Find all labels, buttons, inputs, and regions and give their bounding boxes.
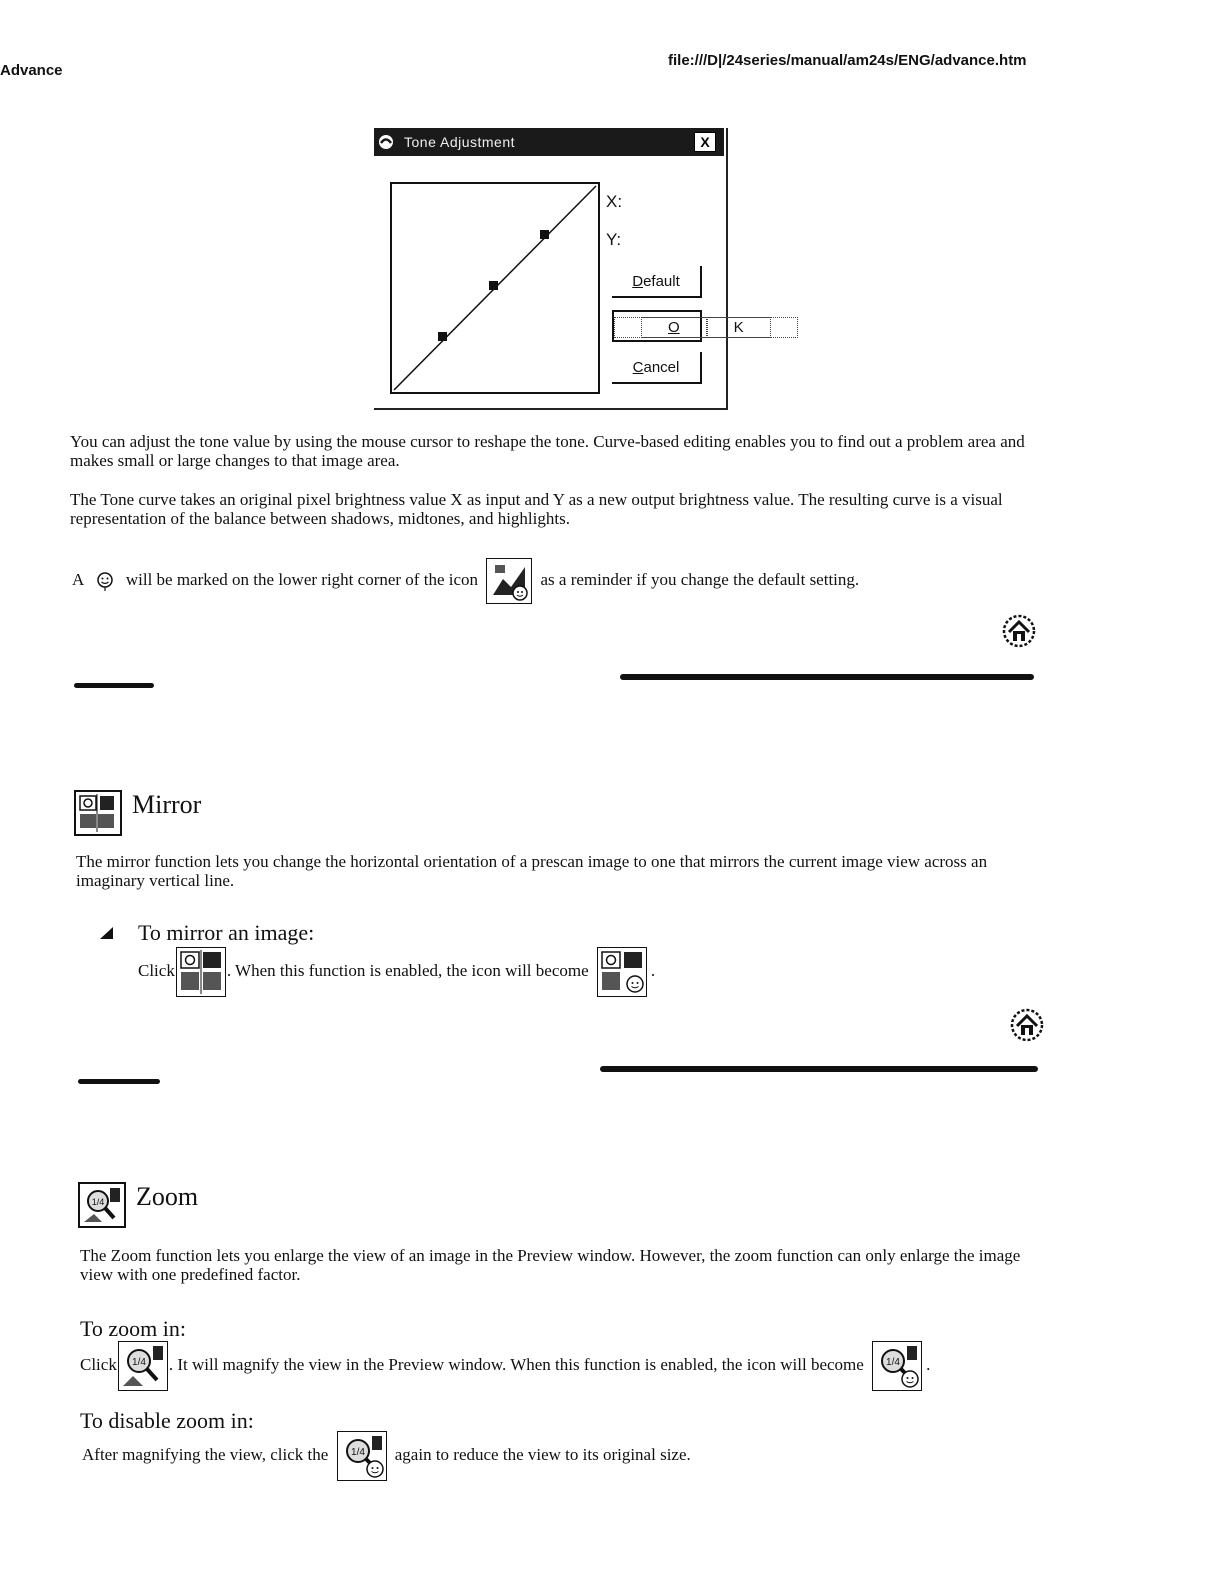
zoom-title: Zoom (136, 1182, 199, 1211)
x-value-label: X: (606, 192, 623, 211)
mirror-description: The mirror function lets you change the horizontal orientation of a prescan image to one that mirrors the current image view across an imaginary vertical line. (76, 852, 988, 890)
mirror-icon[interactable] (176, 947, 226, 997)
disable-zoom-instruction (82, 1430, 1082, 1481)
mirror-title: Mirror (132, 790, 202, 819)
default-accel: D (632, 273, 644, 290)
zoom-click-text: Click (80, 1355, 117, 1374)
header-title: Advance (0, 62, 63, 79)
zoom-in-subtitle: To zoom in: (80, 1316, 187, 1341)
svg-text:1/4: 1/4 (886, 1357, 901, 1369)
tone-p3-b: will be marked on the lower right corner of the icon (125, 570, 479, 589)
home-icon[interactable] (1010, 1008, 1044, 1042)
zoom-rest-text: . It will magnify the view in the Preview window. When this function is enabled, the icon will become (168, 1355, 864, 1374)
bullet-icon (100, 926, 114, 940)
separator-left (78, 1079, 160, 1084)
cancel-button[interactable] (612, 352, 702, 384)
separator-left (74, 683, 154, 688)
svg-text:1/4: 1/4 (131, 1357, 146, 1369)
separator-right (600, 1066, 1038, 1072)
mirror-icon-enabled (597, 947, 647, 997)
mirror-end-text: . (650, 961, 656, 980)
ok-accel: O (641, 317, 707, 338)
disable-zoom-subtitle: To disable zoom in: (80, 1408, 254, 1433)
ok-label: K (707, 317, 771, 338)
zoom-description: The Zoom function lets you enlarge the view of an image in the Preview window. However, the zoom function can only enlarge the image view with one predefined factor. (80, 1246, 1021, 1284)
tone-paragraph-2: The Tone curve takes an original pixel brightness value X as input and Y as a new output brightness value. The resulting curve is a visual representation of the balance between shadows, midtones, and highlights. (70, 490, 1003, 528)
dialog-titlebar (374, 128, 724, 156)
tone-adjustment-dialog (374, 128, 744, 410)
disable-zoom-text-b: again to reduce the view to its original size. (394, 1445, 691, 1464)
svg-text:1/4: 1/4 (91, 1197, 105, 1207)
dialog-title: Tone Adjustment (404, 134, 516, 150)
curve-point-shadow[interactable] (438, 332, 447, 341)
close-button[interactable]: X (694, 132, 716, 152)
y-value-label: Y: (606, 230, 622, 249)
svg-text:1/4: 1/4 (350, 1447, 365, 1459)
home-icon[interactable] (1002, 614, 1036, 648)
mirror-rest-text: . When this function is enabled, the icon will become (226, 961, 589, 980)
cancel-accel: C (632, 359, 644, 376)
tone-p3-c: as a reminder if you change the default setting. (540, 570, 860, 589)
header-url: file:///D|/24series/manual/am24s/ENG/advance.htm (668, 52, 1027, 69)
zoom-icon-enabled (872, 1341, 922, 1391)
zoom-icon[interactable] (118, 1341, 168, 1391)
zoom-icon-enabled[interactable] (337, 1431, 387, 1481)
separator-right (620, 674, 1034, 680)
tone-curve-area[interactable] (390, 182, 600, 394)
mirror-instruction (138, 946, 1038, 997)
curve-point-midtone[interactable] (489, 281, 498, 290)
tone-paragraph-3 (72, 558, 1072, 604)
default-label: efault (643, 273, 680, 290)
tone-curve-graph[interactable] (392, 184, 598, 392)
disable-zoom-text-a: After magnifying the view, click the (82, 1445, 329, 1464)
zoom-section-icon (78, 1182, 126, 1228)
tone-p3-a: A (72, 570, 84, 589)
cancel-label: ancel (643, 359, 680, 376)
smiley-marker-icon (94, 570, 116, 592)
tone-app-icon (378, 134, 394, 150)
mirror-subtitle: To mirror an image: (138, 920, 315, 945)
zoom-end-text: . (926, 1355, 931, 1374)
default-button[interactable] (612, 266, 702, 298)
mirror-click-text: Click (138, 961, 175, 980)
ok-button[interactable] (612, 310, 744, 342)
curve-point-highlight[interactable] (540, 230, 549, 239)
tone-paragraph-1: You can adjust the tone value by using the mouse cursor to reshape the tone. Curve-based editing enables you to find out a problem area and makes small or large changes to that image area. (70, 432, 1025, 470)
zoom-in-instruction (80, 1340, 1080, 1391)
tone-curve-icon-changed (486, 558, 532, 604)
mirror-section-icon (74, 790, 122, 836)
